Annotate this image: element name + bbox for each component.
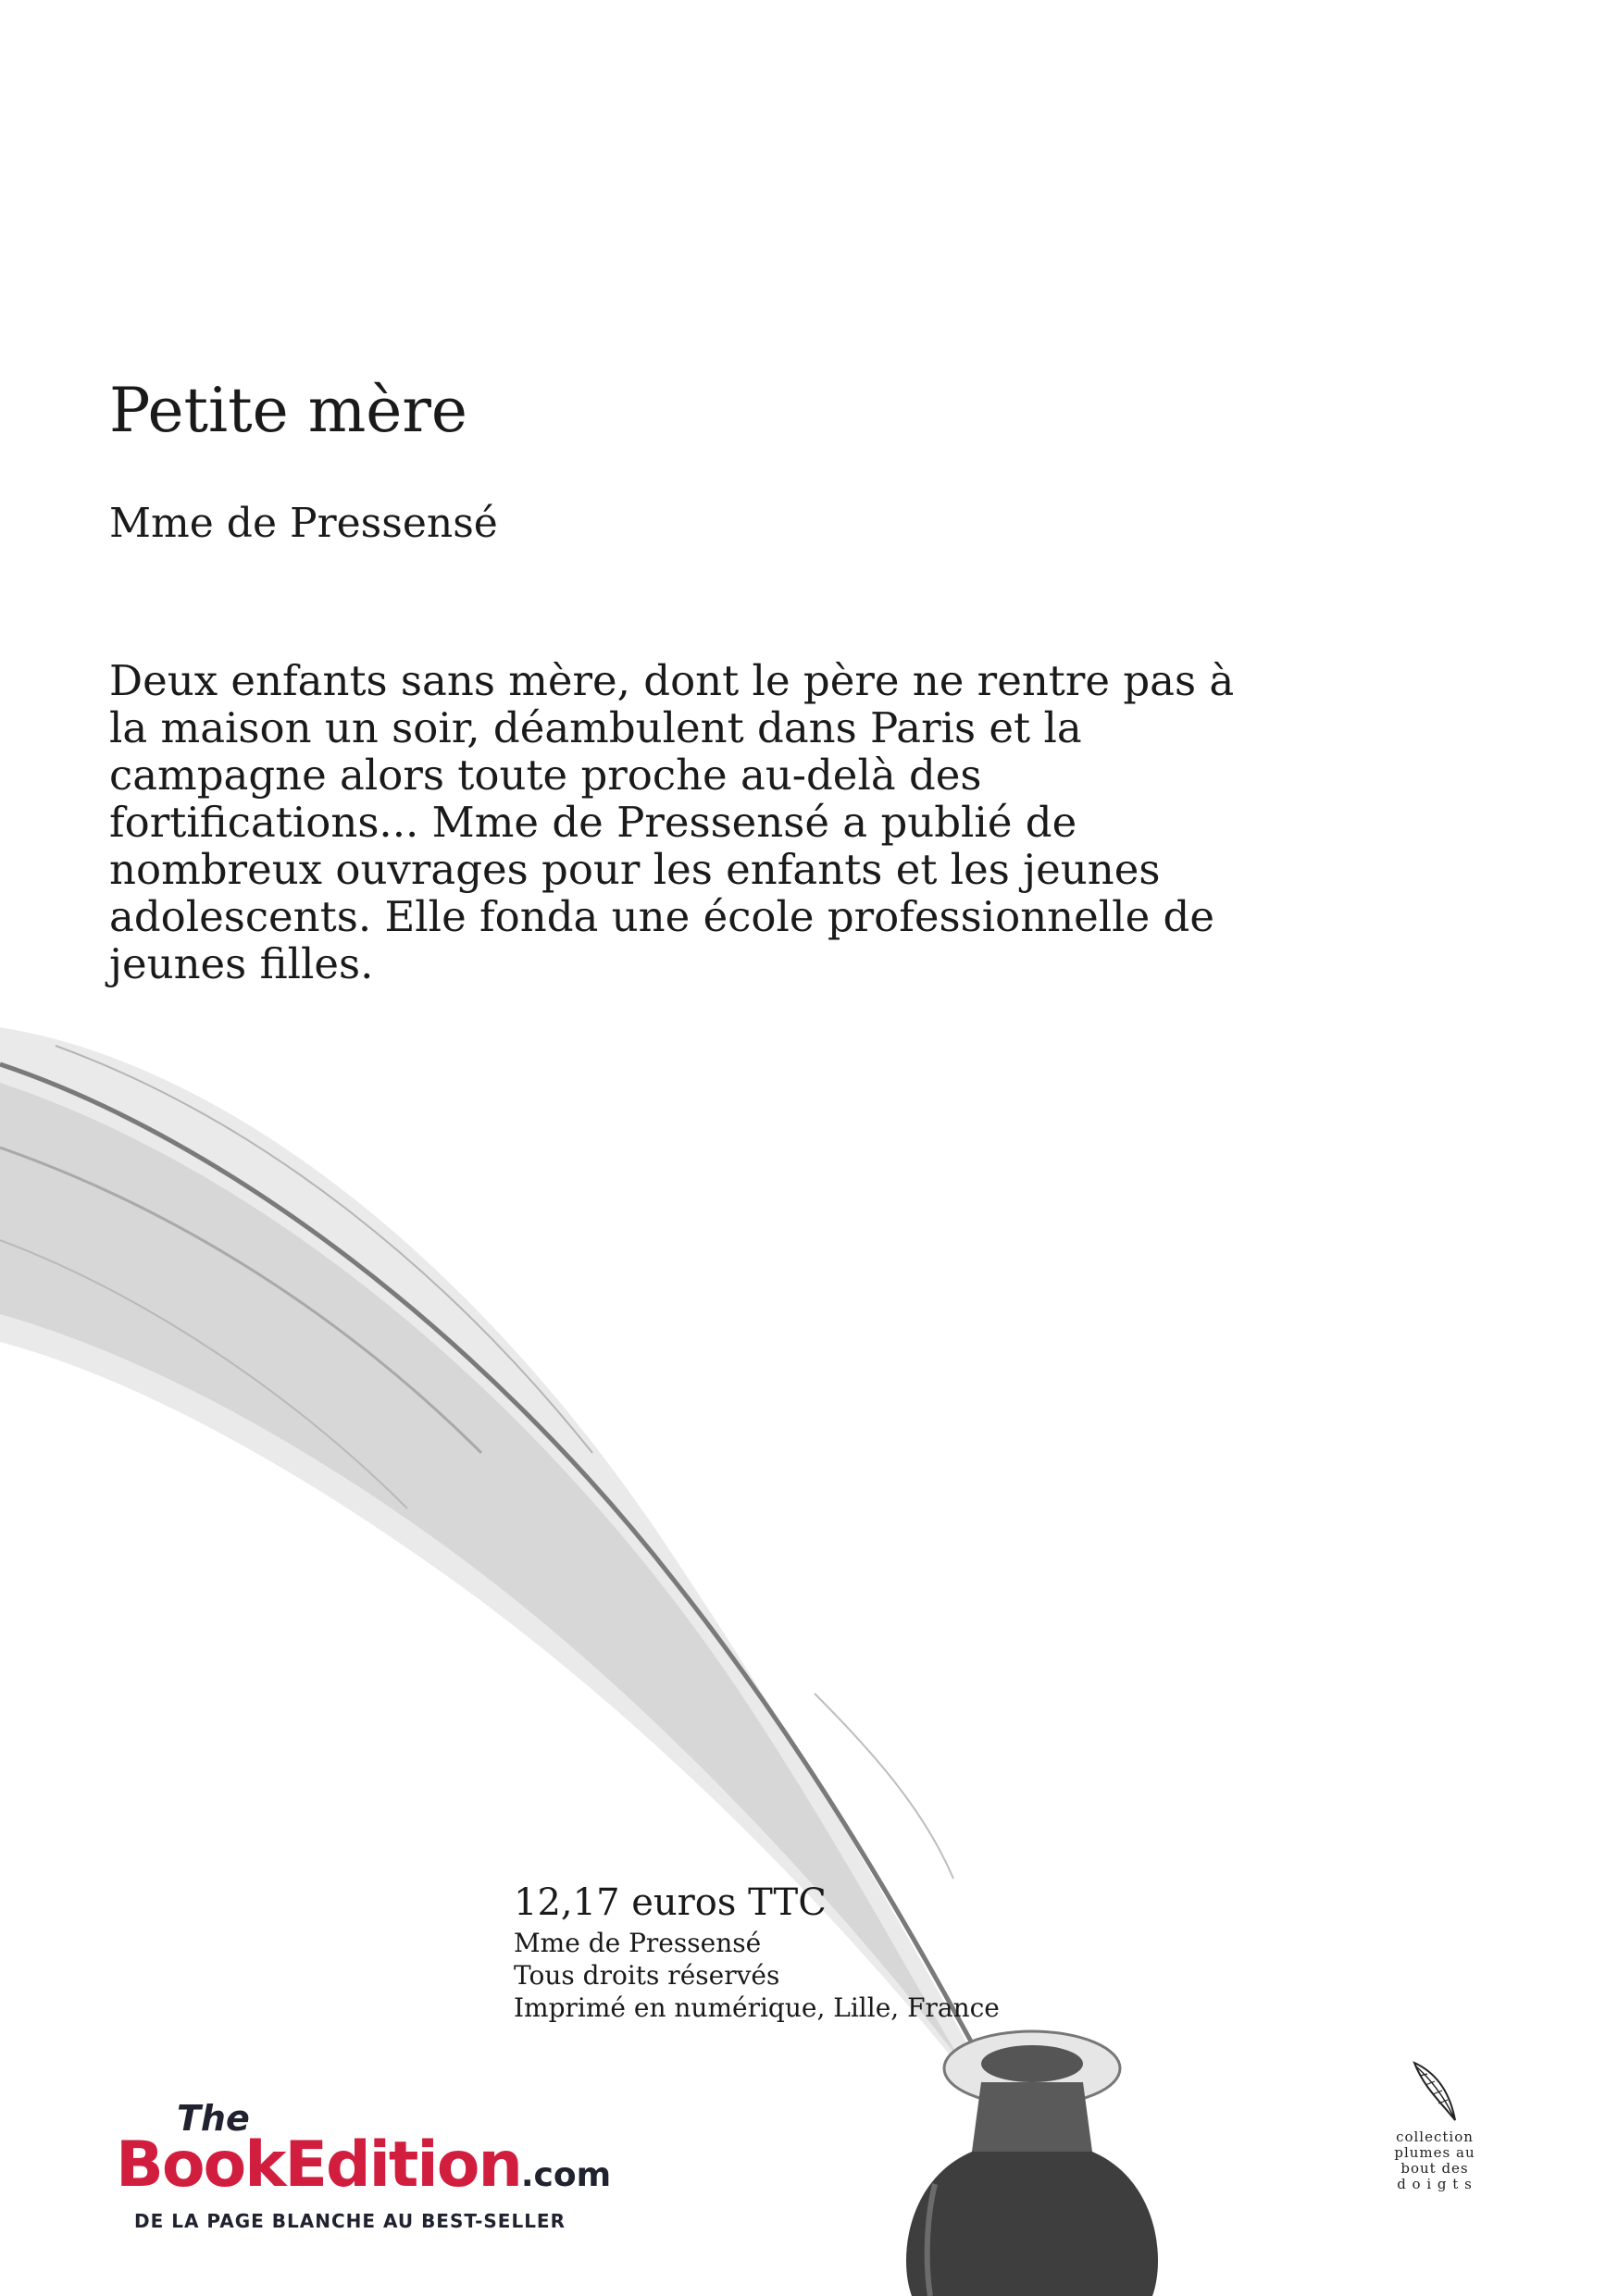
logo-domain: .com (520, 2156, 612, 2194)
logo-the: The (177, 2098, 250, 2139)
logo-tagline: DE LA PAGE BLANCHE AU BEST-SELLER (134, 2210, 566, 2232)
collection-mark (1388, 2059, 1481, 2192)
publication-info (514, 1879, 1000, 2024)
collection-label: collection plumes au bout des d o i g t s (1394, 2128, 1475, 2192)
info-author: Mme de Pressensé (514, 1928, 762, 1958)
book-author: Mme de Pressensé (109, 500, 498, 547)
rights-notice: Tous droits réservés (514, 1960, 780, 1991)
book-blurb: Deux enfants sans mère, dont le père ne rentre pas à la maison un soir, déambulent dans Paris et la campagne alors toute proche au-delà des fortifications... Mme de Pressensé a publié de nombreux ouvrages pour les enfants et les jeunes adolescents. Elle fonda une école professionnelle de jeunes filles. (109, 656, 1235, 988)
logo-wordmark (116, 2128, 612, 2202)
quill-and-inkwell-illustration (0, 1027, 1166, 2296)
logo-name: BookEdition (116, 2128, 521, 2202)
quill-icon (1407, 2059, 1462, 2124)
price: 12,17 euros TTC (514, 1881, 827, 1924)
inkwell (906, 2031, 1158, 2296)
print-location: Imprimé en numérique, Lille, France (514, 1992, 1000, 2023)
book-title: Petite mère (109, 375, 467, 446)
